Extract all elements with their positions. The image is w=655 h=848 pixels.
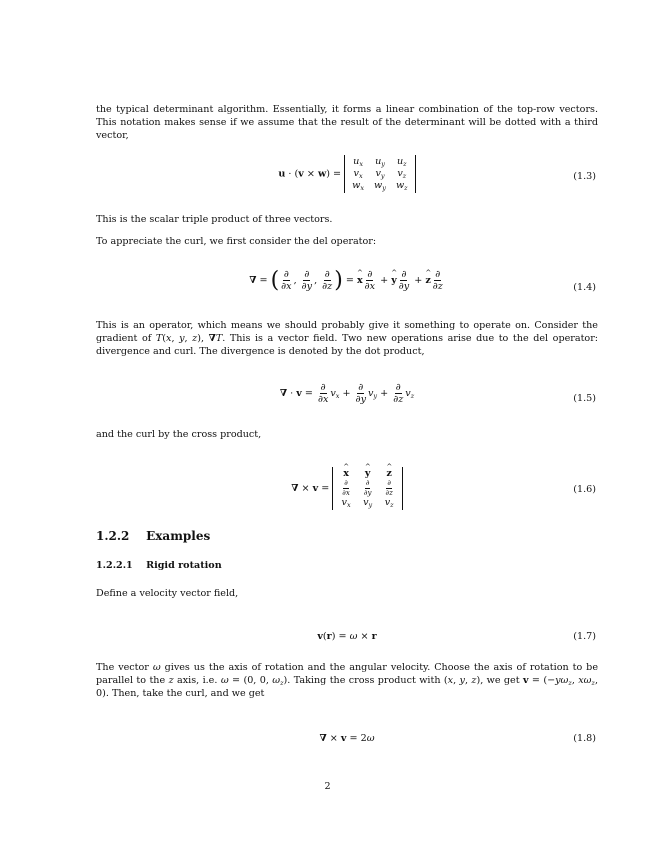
equation-number: (1.7) [573, 631, 596, 642]
paragraph-rotation-axis: The vector ω gives us the axis of rotation and the angular velocity. Choose the axis of rotation to be parallel to the z axis, i.e. ω = (0, 0, $\omega_z$). Taking the cross product with (x, y, z), we get $v = (-y\omega_z$, $x\omega_z$, 0). Then, take the curl, and we get [96, 662, 598, 699]
determinant-uvw: $u_x$ $u_y$ $u_z$ $v_x$ $v_y$ $v_z$ $w_x$ $w_y$ $w_z$ [344, 155, 415, 193]
equation-1-7: v(r) = ω × r (1.7) [317, 631, 596, 642]
paragraph-velocity-field: Define a velocity vector field, [96, 588, 239, 599]
equation-number: (1.8) [573, 733, 596, 744]
paragraph-del-intro: To appreciate the curl, we first consider the del operator: [96, 236, 377, 247]
paragraph-scalar-triple: This is the scalar triple product of three vectors. [96, 214, 333, 225]
paragraph-determinant-intro: the typical determinant algorithm. Essentially, it forms a linear combination of the top-row vectors. This notation makes sense if we assume that the result of the determinant will be dotted with a third vector, [96, 104, 598, 141]
equation-number: (1.4) [573, 282, 596, 293]
equation-1-5: ∇ · v = $\frac{\partial}{\partial x}$ $v_x$ + $\frac{\partial}{\partial y}$ $v_y$ + $\frac{\partial}{\partial z}$ $v_z$ (1.5) [279, 382, 596, 405]
equation-number: (1.5) [573, 393, 596, 404]
paragraph-curl-intro: and the curl by the cross product, [96, 429, 262, 440]
equation-number: (1.6) [573, 484, 596, 495]
equation-1-6: ∇ × v = x ^ y ^ z ^ $\frac{\partial}{\partial x}$ $\frac{\partial}{\partial y}$ $\frac{\partial}{\partial z}$ $v_x$ $v_y$ $v_z$ (1.6) [96, 467, 598, 511]
page-number: 2 [324, 781, 331, 792]
equation-1-3: u · (v × w) = $u_x$ $u_y$ $u_z$ $v_x$ $v_y$ $v_z$ $w_x$ $w_y$ $w_z$ (1.3) [278, 156, 596, 192]
determinant-curl: x ^ y ^ z ^ $\frac{\partial}{\partial x}$ $\frac{\partial}{\partial y}$ $\frac{\partial}{\partial z}$ $v_x$ $v_y$ $v_z$ [332, 467, 403, 510]
equation-number: (1.3) [573, 171, 596, 182]
equation-1-4: ∇ = ( $\frac{\partial}{\partial x}$ , $\frac{\partial}{\partial y}$ , $\frac{\partial}{\partial z}$ ) = x ^ $\frac{\partial}{\partial x}$ + y ^ $\frac{\partial}{\partial y}$ + z ^ $\frac{\partial}{\partial z}$ (1.4) [96, 270, 598, 304]
subsection-heading: 1.2.2.1 Rigid rotation [96, 560, 222, 571]
equation-1-8: ∇ × v = 2ω (1.8) [319, 733, 596, 744]
section-heading: 1.2.2 Examples [96, 529, 211, 543]
paragraph-gradient: This is an operator, which means we should probably give it something to operate on. Consider the gradient of T(x, y, z), ∇T. This is a vector field. Two new operations arise due to the del operator: divergence and curl. The divergence is denoted by the dot product, [96, 320, 599, 357]
